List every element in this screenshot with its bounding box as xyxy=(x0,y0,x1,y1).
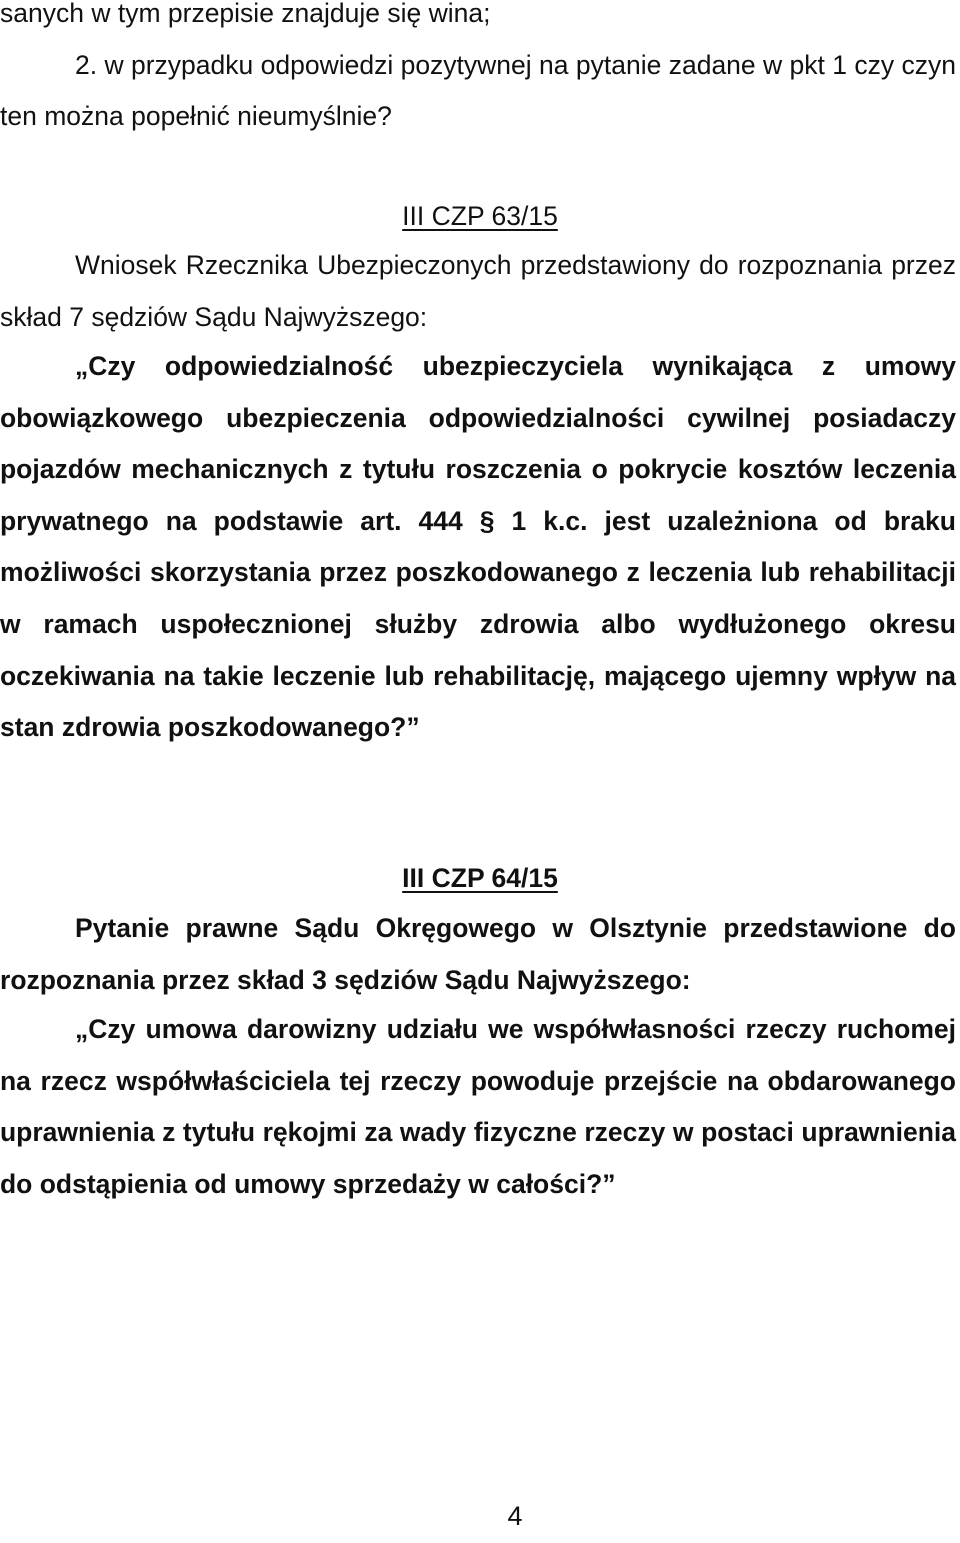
case-number-1: III CZP 63/15 xyxy=(402,201,558,231)
legal-question-1: „Czy odpowiedzialność ubezpieczyciela wynikająca z umowy obowiązkowego ubezpieczenia odpowiedzialności cywilnej posiadaczy pojazdów mechanicznych z tytułu roszczenia o pokrycie kosztów leczenia prywatnego na podstawie art. 444 § 1 k.c. jest uzależniona od braku możliwości skorzystania przez poszkodowanego z leczenia lub rehabilitacji w ramach uspołecznionej służby zdrowia albo wydłużonego okresu oczekiwania na takie leczenie lub rehabilitację, mającego ujemny wpływ na stan zdrowia poszkodowanego?” xyxy=(0,351,956,743)
legal-question-2: „Czy umowa darowizny udziału we współwłasności rzeczy ruchomej na rzecz współwłaściciela tej rzeczy powoduje przejście na obdarowanego uprawnienia z tytułu rękojmi za wady fizyczne rzeczy w postaci uprawnienia do odstąpienia od umowy sprzedaży w całości?” xyxy=(0,1014,956,1199)
fragment-line: sanych w tym przepisie znajduje się wina; xyxy=(0,0,491,28)
case-intro-2: Pytanie prawne Sądu Okręgowego w Olsztynie przedstawione do rozpoznania przez skład 3 sędziów Sądu Najwyższego: xyxy=(0,913,956,995)
case-number-2: III CZP 64/15 xyxy=(402,863,558,893)
previous-question-fragment xyxy=(0,0,956,143)
page-number: 4 xyxy=(507,1501,523,1531)
case-intro-1: Wniosek Rzecznika Ubezpieczonych przedstawiony do rozpoznania przez skład 7 sędziów Sądu Najwyższego: xyxy=(0,250,956,332)
fragment-item-2: 2. w przypadku odpowiedzi pozytywnej na pytanie zadane w pkt 1 czy czyn ten można popełnić nieumyślnie? xyxy=(0,49,956,132)
